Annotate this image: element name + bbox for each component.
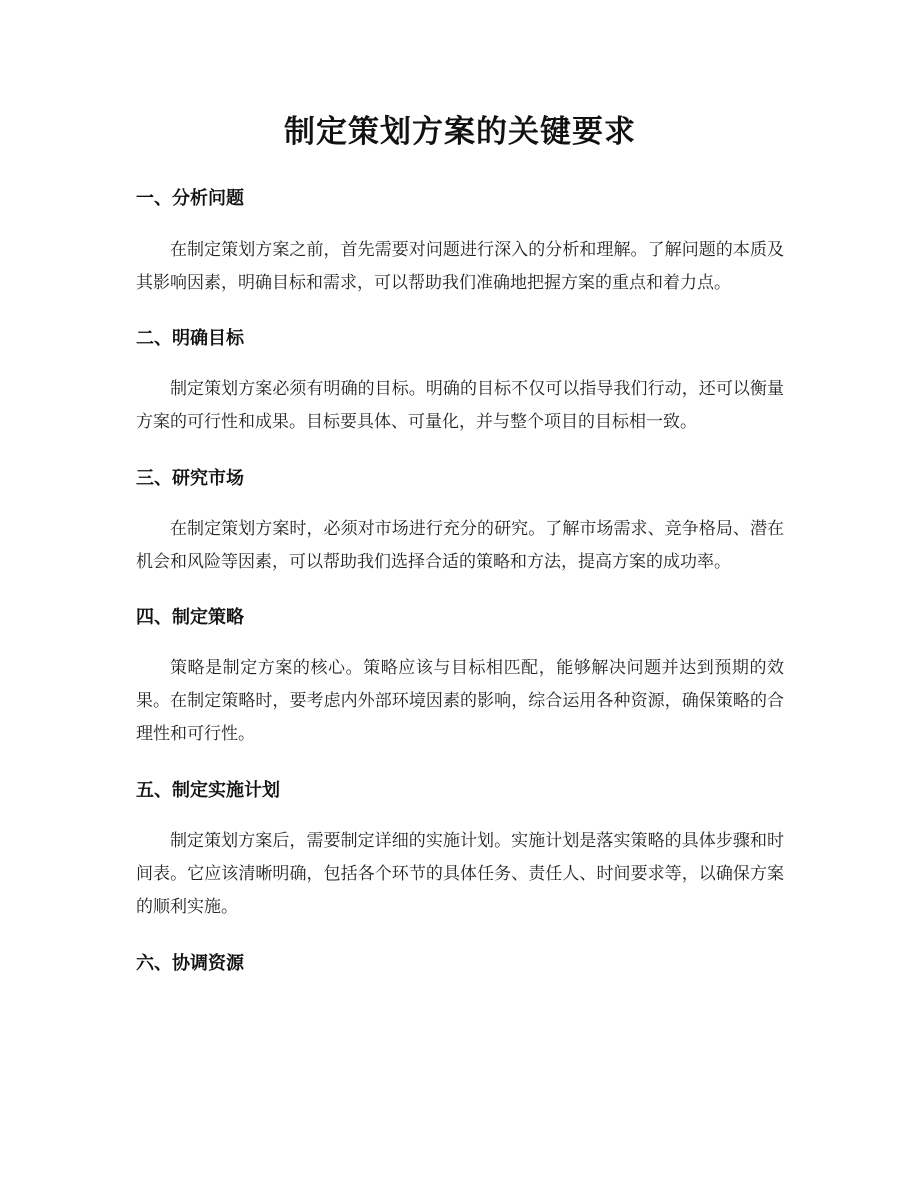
- section-heading: 四、制定策略: [136, 607, 244, 628]
- section-paragraph: 制定策划方案后，需要制定详细的实施计划。实施计划是落实策略的具体步骤和时间表。它应该清晰明确，包括各个环节的具体任务、责任人、时间要求等，以确保方案的顺利实施。: [136, 831, 784, 917]
- document-title: 制定策划方案的关键要求: [284, 114, 636, 150]
- section-heading: 五、制定实施计划: [136, 780, 280, 801]
- section-heading: 二、明确目标: [136, 328, 244, 349]
- section-coordinate-resources: [136, 951, 784, 977]
- section-paragraph: 在制定策划方案时，必须对市场进行充分的研究。了解市场需求、竞争格局、潜在机会和风险等因素，可以帮助我们选择合适的策略和方法，提高方案的成功率。: [136, 519, 784, 572]
- section-heading: 六、协调资源: [136, 953, 244, 974]
- section-paragraph: 制定策划方案必须有明确的目标。明确的目标不仅可以指导我们行动，还可以衡量方案的可行性和成果。目标要具体、可量化，并与整个项目的目标相一致。: [136, 379, 784, 432]
- section-heading: 一、分析问题: [136, 188, 244, 209]
- section-implementation-plan: [136, 778, 784, 924]
- section-heading: 三、研究市场: [136, 468, 244, 489]
- section-research-market: [136, 466, 784, 579]
- section-analyze-problem: [136, 186, 784, 300]
- section-paragraph: 策略是制定方案的核心。策略应该与目标相匹配，能够解决问题并达到预期的效果。在制定策略时，要考虑内外部环境因素的影响，综合运用各种资源，确保策略的合理性和可行性。: [136, 658, 784, 744]
- section-define-goals: [136, 326, 784, 439]
- section-paragraph: 在制定策划方案之前，首先需要对问题进行深入的分析和理解。了解问题的本质及其影响因素，明确目标和需求，可以帮助我们准确地把握方案的重点和着力点。: [136, 240, 784, 293]
- section-formulate-strategy: [136, 605, 784, 751]
